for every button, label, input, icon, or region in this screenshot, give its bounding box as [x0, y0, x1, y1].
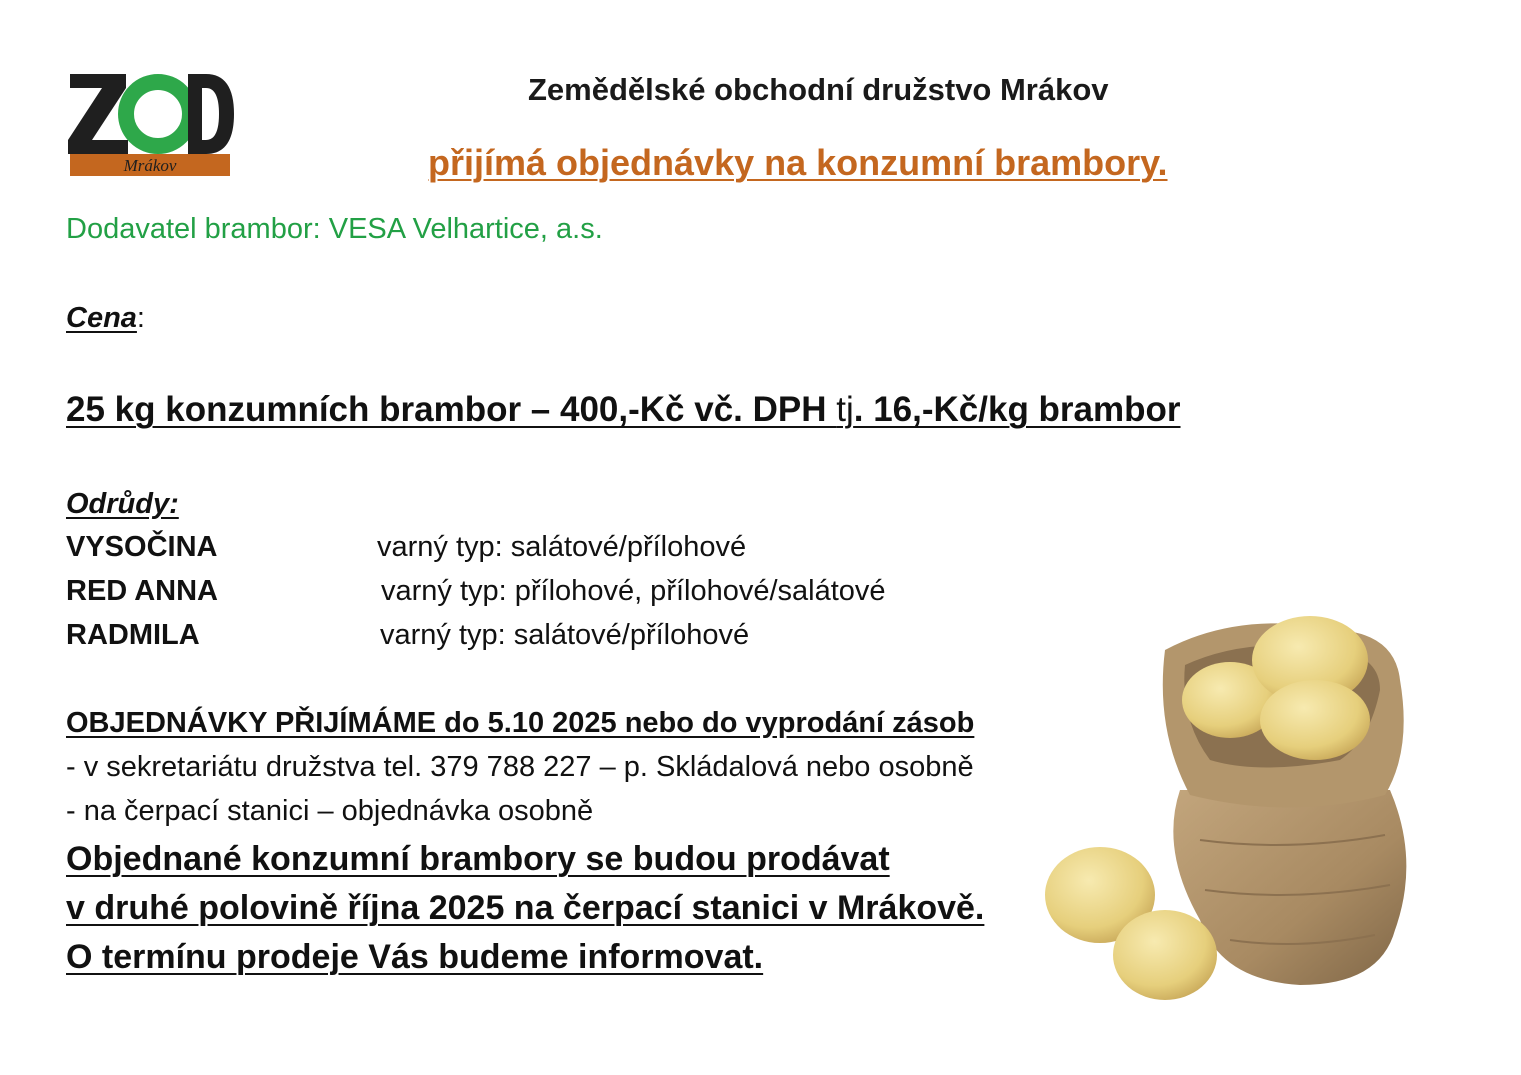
zod-logo [66, 70, 238, 178]
variety-name: RADMILA [66, 619, 200, 651]
logo-subtitle: Mrákov [123, 156, 177, 175]
organization-name: Zemědělské obchodní družstvo Mrákov [528, 72, 1109, 107]
order-line: - v sekretariátu družstva tel. 379 788 227 – p. Skládalová nebo osobně [66, 751, 974, 783]
price-label: Cena [66, 302, 137, 334]
varieties-label: Odrůdy: [66, 488, 179, 520]
variety-type: varný typ: přílohové, přílohové/salátové [381, 575, 886, 607]
logo-letter-o [126, 82, 190, 146]
headline-dot: . [1157, 142, 1168, 183]
price-line [66, 390, 1181, 430]
price-line-part2: tj [836, 390, 854, 429]
price-line-part1: 25 kg konzumních brambor – 400,-Kč vč. DPH [66, 390, 837, 429]
price-line-part3: . 16,-Kč/kg brambor [853, 390, 1181, 429]
potato [1113, 910, 1217, 1000]
variety-type: varný typ: salátové/přílohové [377, 531, 747, 563]
headline-text: přijímá objednávky na konzumní brambory [428, 142, 1158, 183]
headline [428, 142, 1168, 184]
variety-name: VYSOČINA [66, 531, 218, 563]
sale-line: v druhé polovině října 2025 na čerpací stanici v Mrákově. [66, 889, 985, 927]
potato-sack-icon [1040, 590, 1470, 1010]
orders-heading: OBJEDNÁVKY PŘIJÍMÁME do 5.10 2025 nebo do vyprodání zásob [66, 707, 975, 739]
supplier-line: Dodavatel brambor: VESA Velhartice, a.s. [66, 213, 603, 245]
sale-line: O termínu prodeje Vás budeme informovat. [66, 938, 764, 976]
order-line: - na čerpací stanici – objednávka osobně [66, 795, 594, 827]
variety-type: varný typ: salátové/přílohové [380, 619, 750, 651]
logo-letter-d [188, 74, 234, 154]
price-label-line [66, 302, 145, 335]
price-label-suffix: : [136, 302, 145, 334]
variety-name: RED ANNA [66, 575, 218, 607]
potato [1260, 680, 1370, 760]
sale-line: Objednané konzumní brambory se budou prodávat [66, 840, 890, 878]
